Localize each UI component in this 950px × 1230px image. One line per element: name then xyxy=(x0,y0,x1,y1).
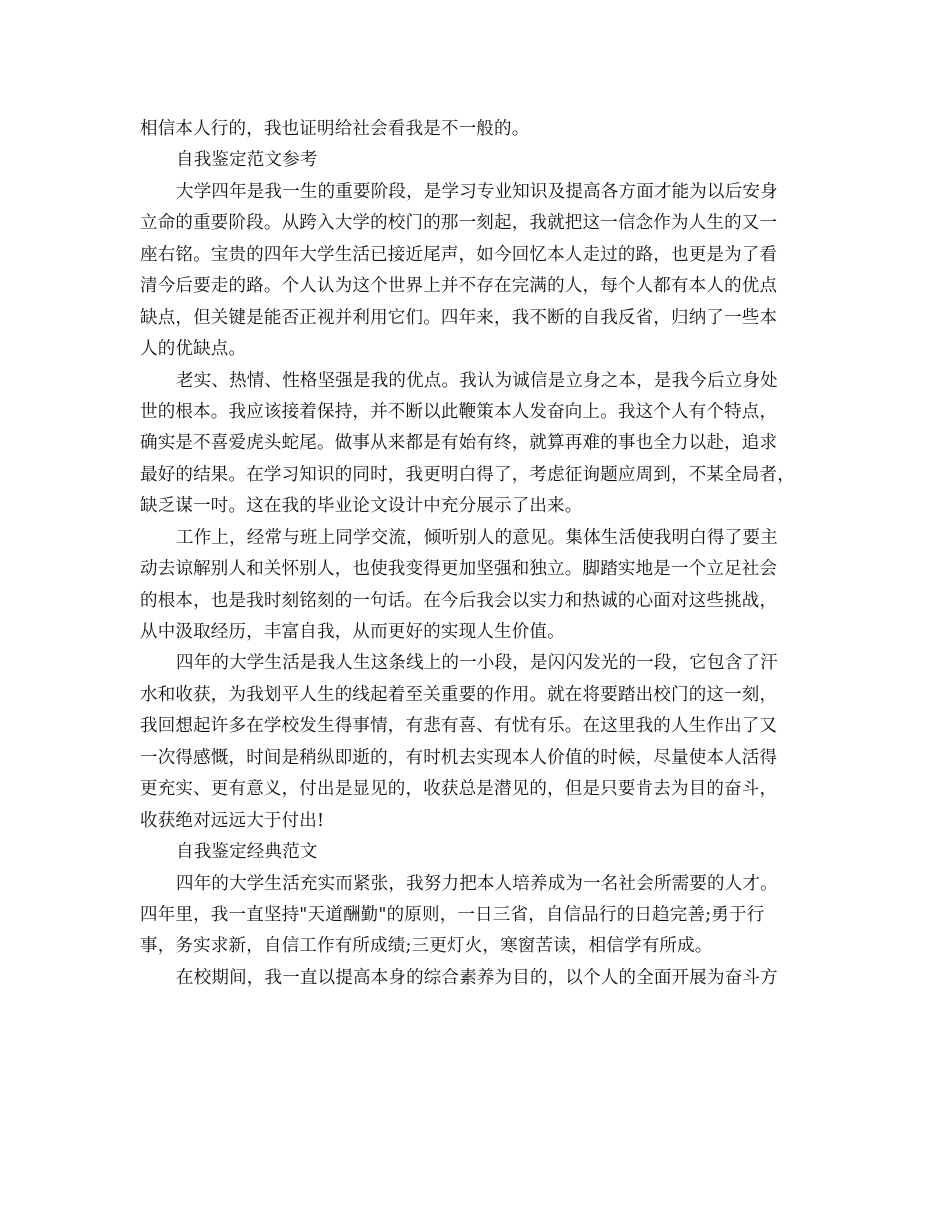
document-page xyxy=(140,114,820,994)
text-line: 更充实、更有意义，付出是显见的，收获总是潜见的，但是只要肯去为目的奋斗， xyxy=(140,779,778,800)
text-line: 四年里，我一直坚持"天道酬勤"的原则，一日三省，自信品行的日趋完善;勇于行 xyxy=(140,904,765,925)
text-line: 一次得感慨，时间是稍纵即逝的，有时机去实现本人价值的时候，尽量使本人活得 xyxy=(140,747,778,768)
text-line: 清今后要走的路。个人认为这个世界上并不存在完满的人，每个人都有本人的优点 xyxy=(140,276,778,297)
text-line: 动去谅解别人和关怀别人，也使我变得更加坚强和独立。脚踏实地是一个立足社会 xyxy=(140,559,778,580)
text-line: 人的优缺点。 xyxy=(140,339,247,360)
text-line: 四年的大学生活充实而紧张，我努力把本人培养成为一名社会所需要的人才。 xyxy=(176,873,778,894)
text-line: 立命的重要阶段。从跨入大学的校门的那一刻起，我就把这一信念作为人生的又一 xyxy=(140,213,778,234)
text-line: 座右铭。宝贵的四年大学生活已接近尾声，如今回忆本人走过的路，也更是为了看 xyxy=(140,244,778,265)
text-line: 从中汲取经历，丰富自我，从而更好的实现人生价值。 xyxy=(140,622,565,642)
section-heading: 自我鉴定经典范文 xyxy=(176,842,318,863)
text-line: 水和收获，为我划平人生的线起着至关重要的作用。就在将要踏出校门的这一刻， xyxy=(140,684,778,705)
text-line: 收获绝对远远大于付出! xyxy=(140,810,325,831)
text-line: 在校期间，我一直以提高本身的综合素养为目的，以个人的全面开展为奋斗方 xyxy=(176,967,778,988)
text-line: 工作上，经常与班上同学交流，倾听别人的意见。集体生活使我明白得了要主 xyxy=(176,527,778,548)
text-line: 老实、热情、性格坚强是我的优点。我认为诚信是立身之本，是我今后立身处 xyxy=(176,370,778,391)
text-line: 四年的大学生活是我人生这条线上的一小段，是闪闪发光的一段，它包含了汗 xyxy=(176,653,778,674)
text-line: 世的根本。我应该接着保持，并不断以此鞭策本人发奋向上。我这个人有个特点， xyxy=(140,401,778,422)
text-line: 确实是不喜爱虎头蛇尾。做事从来都是有始有终，就算再难的事也全力以赴，追求 xyxy=(140,433,778,454)
text-line: 我回想起许多在学校发生得事情，有悲有喜、有忧有乐。在这里我的人生作出了又 xyxy=(140,716,778,737)
text-line: 缺乏谋一吋。这在我的毕业论文设计中充分展示了出来。 xyxy=(140,496,583,517)
section-heading: 自我鉴定范文参考 xyxy=(176,150,318,171)
text-line: 缺点，但关键是能否正视并利用它们。四年来，我不断的自我反省，归纳了一些本 xyxy=(140,307,778,328)
text-line: 的根本，也是我时刻铭刻的一句话。在今后我会以实力和热诚的心面对这些挑战， xyxy=(140,590,778,611)
text-line: 事，务实求新，自信工作有所成绩;三更灯火，寒窗苦读，相信学有所成。 xyxy=(140,936,713,957)
text-line: 大学四年是我一生的重要阶段，是学习专业知识及提高各方面才能为以后安身 xyxy=(176,181,778,202)
text-line: 相信本人行的，我也证明给社会看我是不一般的。 xyxy=(140,119,530,139)
text-line: 最好的结果。在学习知识的同时，我更明白得了，考虑征询题应周到，不某全局者， xyxy=(140,464,795,485)
